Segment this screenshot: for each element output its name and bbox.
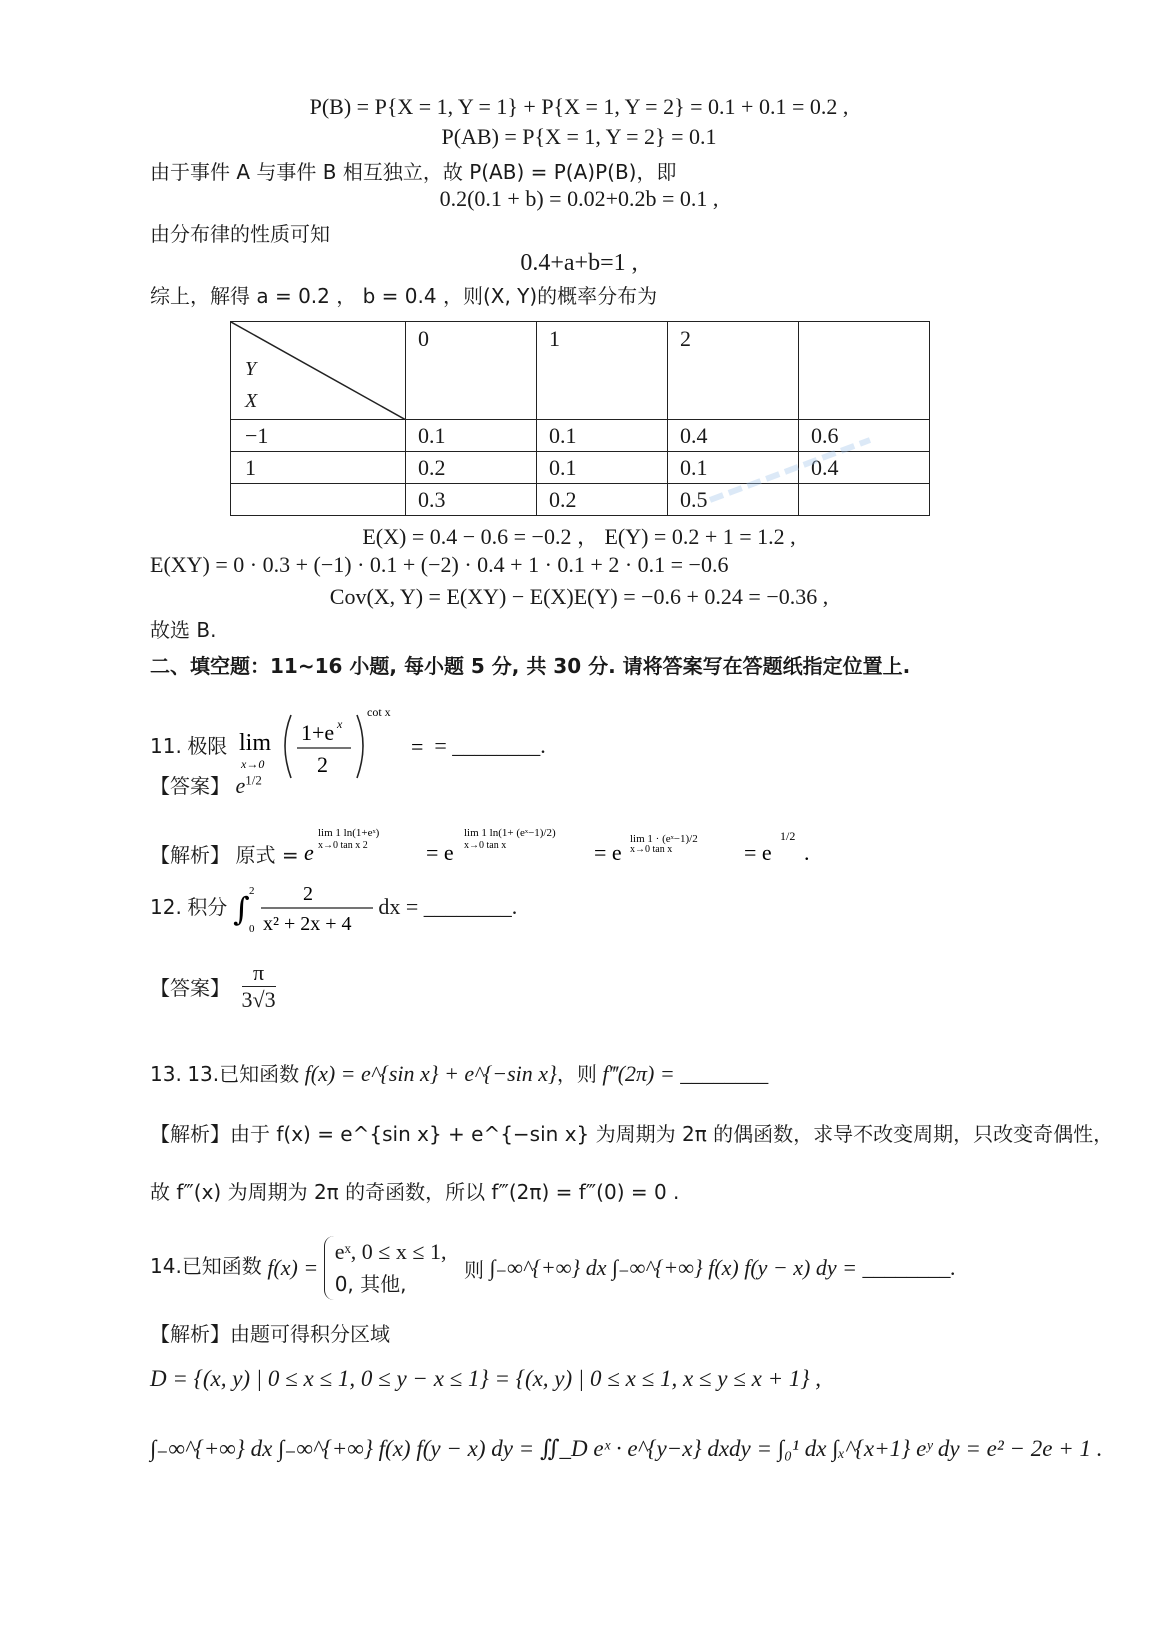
eq-pb: P(B) = P{X = 1, Y = 1} + P{X = 1, Y = 2} = 0.1 + 0.1 = 0.2 , <box>309 94 849 119</box>
eq-expectations: E(X) = 0.4 − 0.6 = −0.2 ， E(Y) = 0.2 + 1 = 1.2 , <box>362 524 796 549</box>
eq-b: 0.2(0.1 + b) = 0.02+0.2b = 0.1 , <box>439 186 719 211</box>
row-label: 1 <box>231 452 406 484</box>
q11-analysis-expression <box>304 818 864 868</box>
table-cell: 0.1 <box>406 420 537 452</box>
svg-text:lim 1 ln(1+ (eˣ−1)/2): lim 1 ln(1+ (eˣ−1)/2) <box>464 827 556 839</box>
col-header: 0 <box>406 322 537 420</box>
q14-number: 14. <box>150 1254 182 1279</box>
q14-domain-expression: D = {(x, y) | 0 ≤ x ≤ 1, 0 ≤ y − x ≤ 1} = {(x, y) | 0 ≤ x ≤ 1, x ≤ y ≤ x + 1} , <box>150 1366 822 1391</box>
text-solve: 综上，解得 a = 0.2 ， b = 0.4 ，则(X, Y)的概率分布为 <box>150 284 658 308</box>
col-header: 2 <box>668 322 799 420</box>
q12-number: 12. <box>150 895 182 920</box>
q11-answer-exponent: 1/2 <box>245 772 262 788</box>
q11-number: 11. <box>150 734 182 759</box>
svg-text:2: 2 <box>316 752 328 777</box>
table-cell: 0.4 <box>668 420 799 452</box>
q14-final-expression: ∫₋∞^{+∞} dx ∫₋∞^{+∞} f(x) f(y − x) dy = ∬_D eˣ · e^{y−x} dxdy = ∫₀¹ dx ∫ₓ^{x+1} eʸ dy = e² − 2e + 1 . <box>150 1436 1103 1461</box>
table-corner-cell <box>231 322 406 420</box>
q12-answer-denominator: 3√3 <box>241 987 276 1012</box>
q13-analysis-text-1: 由于 f(x) = e^{sin x} + e^{−sin x} 为周期为 2π 的偶函数，求导不改变周期，只改变奇偶性， <box>230 1122 1114 1146</box>
q13-analysis-label: 【解析】 <box>150 1122 230 1146</box>
svg-text:x→0: x→0 <box>240 757 265 771</box>
section-heading: 二、填空题：11~16 小题, 每小题 5 分, 共 30 分. 请将答案写在答题纸指定位置上. <box>150 654 911 678</box>
q14-cases <box>324 1236 447 1300</box>
q11-text: 极限 <box>187 734 228 759</box>
q14-analysis <box>150 1318 390 1347</box>
q13-number: 13. <box>150 1062 182 1086</box>
q14-domain <box>150 1366 821 1392</box>
svg-text:∫: ∫ <box>232 890 250 928</box>
q12-blank: dx = ________. <box>378 894 518 920</box>
svg-text:lim: lim <box>238 730 271 756</box>
q11-analysis-prefix: 原式 = <box>235 843 299 867</box>
q13-then: ，则 <box>556 1062 597 1086</box>
eq-pab: P(AB) = P{X = 1, Y = 2} = 0.1 <box>441 124 717 149</box>
svg-text:lim 1 · (eˣ−1)/2: lim 1 · (eˣ−1)/2 <box>630 833 698 845</box>
table-cell: 0.1 <box>537 420 668 452</box>
q11-answer-label: 【答案】 <box>150 774 230 798</box>
row-label: −1 <box>231 420 406 452</box>
table-cell: 0.5 <box>668 484 799 516</box>
table-cell: 0.2 <box>537 484 668 516</box>
q13-target: f‴(2π) = ________ <box>602 1061 769 1086</box>
eq-sum: 0.4+a+b=1 , <box>520 250 638 276</box>
q13-text: 13.已知函数 <box>187 1062 300 1086</box>
q12-answer-fraction <box>242 960 276 1013</box>
text-independence: 由于事件 A 与事件 B 相互独立，故 P(AB) = P(A)P(B)，即 <box>150 160 677 184</box>
q13 <box>150 1058 768 1087</box>
col-header <box>799 322 930 420</box>
q14-then: 则 <box>463 1257 484 1282</box>
x-axis-label: X <box>245 390 258 412</box>
svg-text:= e: = e <box>594 840 622 865</box>
svg-text:=: = <box>410 734 424 759</box>
q14-text: 已知函数 <box>181 1254 262 1279</box>
svg-text:e: e <box>304 840 314 865</box>
svg-text:1+e: 1+e <box>300 720 334 745</box>
svg-text:x: x <box>336 717 343 731</box>
q11-analysis-label: 【解析】 <box>150 843 230 867</box>
q11-answer <box>150 770 262 799</box>
q14: 14.已知函数 f(x) = eˣ, 0 ≤ x ≤ 1, 0, 其他, 则 ∫₋∞^{+∞} dx ∫₋∞^{+∞} f(x) f(y − x) dy = ________. <box>150 1236 956 1300</box>
text-property: 由分布律的性质可知 <box>150 222 330 246</box>
svg-text:2: 2 <box>302 883 313 905</box>
table-cell: 0.1 <box>668 452 799 484</box>
svg-text:2: 2 <box>248 885 255 897</box>
svg-text:x→0 tan x: x→0 tan x <box>464 840 507 851</box>
q11-limit-expression <box>239 700 459 790</box>
diagonal-line <box>231 322 406 420</box>
q12-integral <box>233 880 373 938</box>
svg-text:0: 0 <box>248 923 255 935</box>
q12-answer-label: 【答案】 <box>150 976 230 1000</box>
eq-cov: Cov(X, Y) = E(XY) − E(X)E(Y) = −0.6 + 0.24 = −0.36 , <box>329 584 829 609</box>
col-header: 1 <box>537 322 668 420</box>
row-label <box>231 484 406 516</box>
q14-final <box>150 1436 1103 1462</box>
table-cell: 0.1 <box>537 452 668 484</box>
table-cell: 0.3 <box>406 484 537 516</box>
q13-func: f(x) = e^{sin x} + e^{−sin x} <box>304 1061 557 1086</box>
table-cell: 0.4 <box>799 452 930 484</box>
svg-text:x→0 tan x: x→0 tan x <box>630 844 673 855</box>
svg-text:x→0 tan x 2: x→0 tan x 2 <box>318 840 368 851</box>
text-choose: 故选 B. <box>150 618 217 642</box>
q14-integral: ∫₋∞^{+∞} dx ∫₋∞^{+∞} f(x) f(y − x) dy = ________. <box>489 1255 956 1280</box>
y-axis-label: Y <box>245 358 257 380</box>
svg-text:x² + 2x + 4: x² + 2x + 4 <box>262 913 352 935</box>
table-cell: 0.6 <box>799 420 930 452</box>
q13-analysis-1 <box>150 1118 1113 1147</box>
q14-case-1: eˣ, 0 ≤ x ≤ 1, <box>334 1239 447 1264</box>
svg-text:.: . <box>804 840 810 865</box>
svg-text:= e: = e <box>744 840 772 865</box>
q11-blank: = ________. <box>434 733 546 759</box>
table-header-row <box>231 322 930 420</box>
table-cell: 0.2 <box>406 452 537 484</box>
q11-analysis <box>150 818 864 868</box>
eq-exy: E(XY) = 0 · 0.3 + (−1) · 0.1 + (−2) · 0.4 + 1 · 0.1 + 2 · 0.1 = −0.6 <box>150 552 729 577</box>
q14-analysis-text: 由题可得积分区域 <box>230 1322 390 1346</box>
q11-answer-base: e <box>235 773 246 798</box>
q12-answer <box>150 960 276 1013</box>
svg-text:cot x: cot x <box>366 705 391 719</box>
svg-text:1/2: 1/2 <box>780 829 796 843</box>
svg-text:= e: = e <box>426 840 454 865</box>
q12-text: 积分 <box>187 895 228 920</box>
q12-answer-numerator: π <box>242 960 276 987</box>
q13-analysis-2: 故 f‴(x) 为周期为 2π 的奇函数，所以 f‴(2π) = f‴(0) = 0 . <box>150 1180 680 1204</box>
q14-analysis-label: 【解析】 <box>150 1322 230 1346</box>
svg-text:lim 1 ln(1+eˣ): lim 1 ln(1+eˣ) <box>318 827 380 839</box>
watermark-mark <box>700 430 880 510</box>
q11-limit <box>239 700 459 796</box>
q14-case-2: 0, 其他, <box>334 1272 407 1296</box>
q12 <box>150 880 517 938</box>
